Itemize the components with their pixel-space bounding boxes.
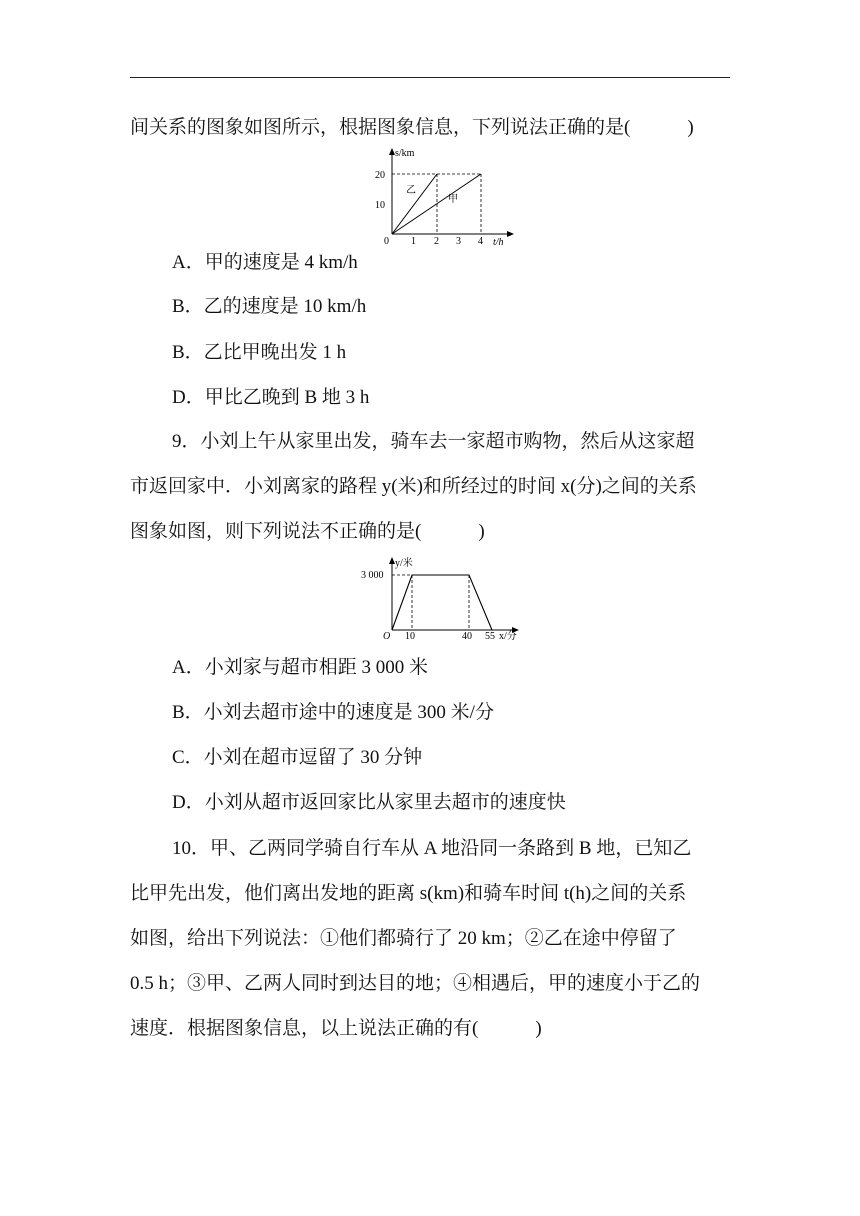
q9-x-label: x/分 xyxy=(499,631,517,642)
q8-xtick-3: 3 xyxy=(456,236,461,245)
q8-xtick-4: 4 xyxy=(478,236,483,245)
q8-x-label: t/h xyxy=(493,237,504,245)
q8-label-yi: 乙 xyxy=(406,185,416,196)
q8-x-arrow xyxy=(507,231,514,237)
q9-y-label: y/米 xyxy=(395,558,413,569)
header-rule xyxy=(130,77,730,78)
q9-xtick-55: 55 xyxy=(485,631,495,642)
q8-origin: 0 xyxy=(384,236,389,245)
q8-label-jia: 甲 xyxy=(448,194,458,205)
q8-ytick-10: 10 xyxy=(375,200,385,211)
q9-option-a: A．小刘家与超市相距 3 000 米 xyxy=(172,657,428,678)
q10-stem-line-4: 0.5 h；③甲、乙两人同时到达目的地；④相遇后，甲的速度小于乙的 xyxy=(130,973,701,994)
q8-y-label: s/km xyxy=(395,148,415,159)
q8-option-d: D．甲比乙晚到 B 地 3 h xyxy=(172,387,370,408)
q8-option-b: B．乙的速度是 10 km/h xyxy=(172,296,367,317)
q10-stem-line-2: 比甲先出发，他们离出发地的距离 s(km)和骑车时间 t(h)之间的关系 xyxy=(130,883,687,904)
q9-origin: O xyxy=(383,631,391,642)
q9-option-d: D．小刘从超市返回家比从家里去超市的速度快 xyxy=(172,792,566,813)
q9-xtick-40: 40 xyxy=(462,631,472,642)
q9-xtick-10: 10 xyxy=(405,631,415,642)
q8-line-yi xyxy=(392,174,437,234)
q10-stem-line-1: 10．甲、乙两同学骑自行车从 A 地沿同一条路到 B 地，已知乙 xyxy=(172,838,692,859)
q8-stem: 间关系的图象如图所示，根据图象信息，下列说法正确的是( ) xyxy=(130,117,694,138)
q10-stem-line-5: 速度．根据图象信息，以上说法正确的有( ) xyxy=(130,1018,542,1039)
q9-option-c: C．小刘在超市逗留了 30 分钟 xyxy=(172,747,423,768)
q8-xtick-2: 2 xyxy=(434,236,439,245)
q9-stem-line-3: 图象如图，则下列说法不正确的是( ) xyxy=(130,521,485,542)
q10-stem-line-3: 如图，给出下列说法：①他们都骑行了 20 km；②乙在途中停留了 xyxy=(130,928,677,949)
q9-stem-line-2: 市返回家中．小刘离家的路程 y(米)和所经过的时间 x(分)之间的关系 xyxy=(130,476,697,497)
q8-option-c: B．乙比甲晚出发 1 h xyxy=(172,342,347,363)
q9-stem-line-1: 9．小刘上午从家里出发，骑车去一家超市购物，然后从这家超 xyxy=(172,431,695,452)
q9-option-b: B．小刘去超市途中的速度是 300 米/分 xyxy=(172,702,494,723)
q8-line-jia xyxy=(392,174,481,234)
q9-path xyxy=(392,575,492,630)
q9-graph xyxy=(360,554,535,642)
q8-graph xyxy=(370,145,520,245)
q9-ytick-3000: 3 000 xyxy=(361,570,384,581)
q8-xtick-1: 1 xyxy=(411,236,416,245)
q8-option-a: A．甲的速度是 4 km/h xyxy=(172,252,358,273)
q8-ytick-20: 20 xyxy=(375,170,385,181)
